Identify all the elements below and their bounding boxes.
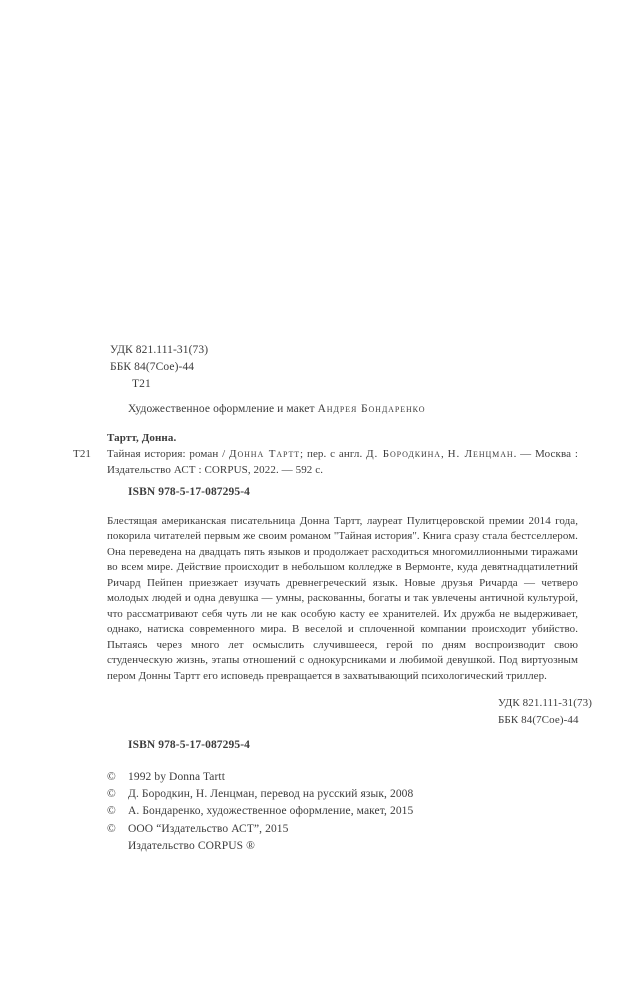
copyright-text: А. Бондаренко, художественное оформление, макет, 2015 [128, 805, 414, 818]
cataloging-block-top [110, 342, 208, 393]
copyright-symbol-empty [107, 838, 128, 855]
bib-translated-part: ; пер. с англ. [300, 448, 367, 460]
copyright-text: Д. Бородкин, Н. Ленцман, перевод на русский язык, 2008 [128, 788, 414, 801]
copyright-text: ООО “Издательство АСТ”, 2015 [128, 822, 289, 835]
udk-code-right: УДК 821.111-31(73) [498, 697, 592, 709]
bibliographic-entry [73, 430, 578, 478]
bib-author-heading: Тартт, Донна. [107, 432, 177, 444]
bib-entry-line2: Издательство АСТ : CORPUS, 2022. — 592 с. [107, 464, 324, 476]
copyright-row [107, 821, 413, 838]
bbk-code-right: ББК 84(7Сое)-44 [498, 713, 579, 726]
copyright-row [107, 803, 413, 820]
copyright-symbol: © [107, 822, 116, 835]
copyright-symbol: © [107, 805, 116, 818]
copyright-row [107, 786, 413, 803]
copyright-list [107, 769, 413, 855]
bib-title-part: Тайная история: роман / [107, 448, 230, 460]
bib-entry-text [107, 446, 578, 478]
bib-city-part: . — Москва : [513, 448, 579, 460]
design-credit-line [128, 403, 425, 415]
bib-entry-line1 [107, 446, 578, 462]
design-credit-text: Художественное оформление и макет [128, 403, 318, 415]
author-sign-code: Т21 [132, 378, 151, 390]
bib-translator2-smallcaps: Н. Ленцман [447, 448, 514, 460]
bbk-code: ББК 84(7Сое)-44 [110, 361, 195, 373]
cataloging-block-right [498, 695, 592, 728]
copyright-symbol: © [107, 788, 116, 801]
annotation-paragraph: Блестящая американская писательница Донна Тартт, лауреат Пулитцеровской премии 2014 года, покорила читателей первым же своим романом "Тайная история". Книга сразу стала бестселлером. Она переведена на двадцать пять языков и продолжает расходиться многомиллионными тиражами во всем мире. Действие происходит в небольшом колледже в Вермонте, куда девятнадцатилетний Ричард Пейпен приезжает изучать древнегреческий язык. Новые друзья Ричарда — четверо молодых людей и одна девушка — умны, раскованны, богаты и так увлечены античной культурой, что рассматривают себя чуть ли не как особую касту ее хранителей. Их дружба не выдерживает, однако, натиска современного мира. В веселой и сплоченной компании происходит убийство. Пытаясь через много лет осмыслить случившееся, герой по дням воспроизводит свою студенческую жизнь, этапы отношений с однокурсниками и любимой девушкой. Под виртуозным пером Донны Тартт его исповедь превращается в захватывающий психологический триллер. [107, 515, 578, 682]
copyright-symbol: © [107, 771, 116, 783]
copyright-row [107, 769, 413, 786]
publisher-text: Издательство CORPUS ® [128, 839, 255, 852]
publisher-row [107, 838, 413, 855]
bib-separator: , [441, 448, 448, 460]
designer-name: Андрея Бондаренко [317, 403, 426, 415]
isbn-number-repeat: ISBN 978-5-17-087295-4 [128, 739, 250, 751]
bib-margin-code: Т21 [73, 448, 92, 460]
bib-translator1-smallcaps: Д. Бородкина [366, 448, 441, 460]
copyright-text: 1992 by Donna Tartt [128, 771, 226, 783]
bib-entry-row [73, 446, 578, 478]
isbn-number: ISBN 978-5-17-087295-4 [128, 486, 250, 498]
bib-author-smallcaps: Донна Тартт [229, 448, 301, 460]
udk-code: УДК 821.111-31(73) [110, 344, 209, 356]
